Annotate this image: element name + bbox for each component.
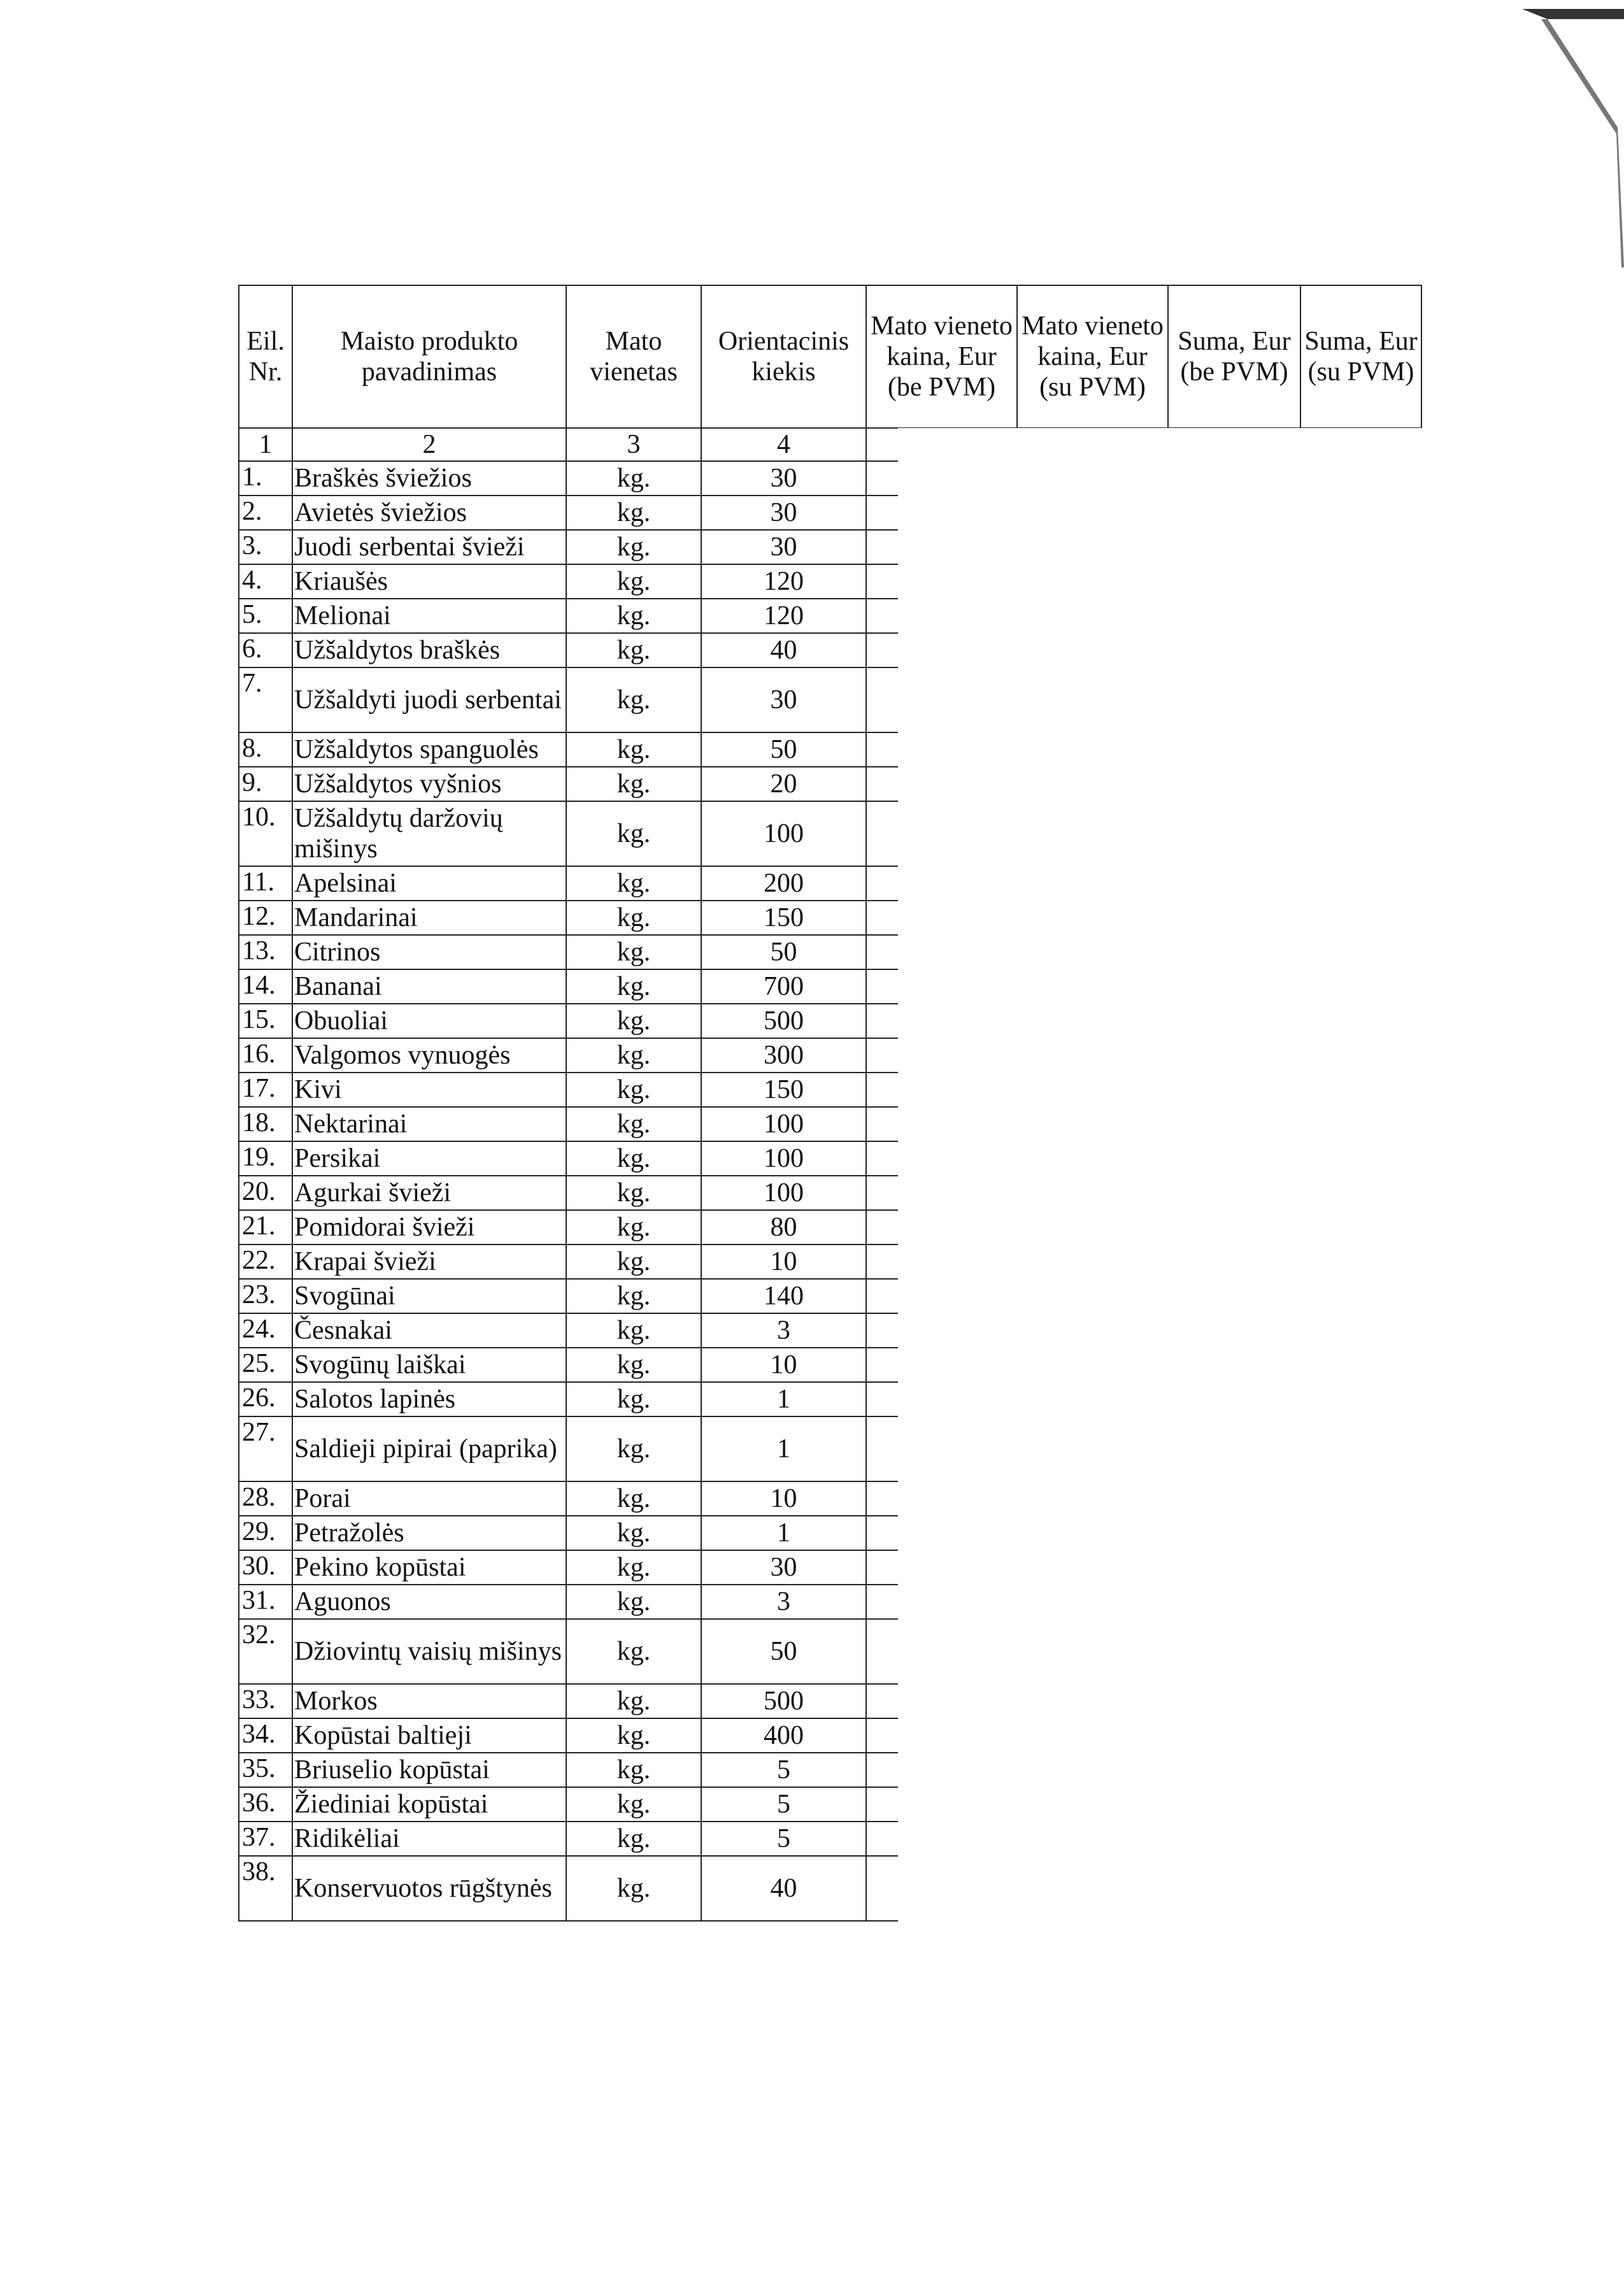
quantity: 40 xyxy=(701,1856,866,1921)
product-name: Avietės šviežios xyxy=(292,496,566,530)
column-number: 3 xyxy=(566,428,701,461)
row-number: 34. xyxy=(239,1718,292,1753)
column-number: 4 xyxy=(701,428,866,461)
row-number: 29. xyxy=(239,1516,292,1550)
header-sum-vat: Suma, Eur (su PVM) xyxy=(1300,285,1421,428)
row-number: 27. xyxy=(239,1416,292,1481)
product-name: Briuselio kopūstai xyxy=(292,1753,566,1787)
quantity: 100 xyxy=(701,801,866,866)
row-number: 2. xyxy=(239,496,292,530)
product-name: Obuoliai xyxy=(292,1004,566,1038)
row-number: 21. xyxy=(239,1210,292,1244)
unit: kg. xyxy=(566,1822,701,1856)
column-number: 1 xyxy=(239,428,292,461)
unit: kg. xyxy=(566,866,701,901)
row-number: 30. xyxy=(239,1550,292,1585)
product-name: Konservuotos rūgštynės xyxy=(292,1856,566,1921)
row-number: 8. xyxy=(239,732,292,767)
row-number: 23. xyxy=(239,1279,292,1313)
row-number: 10. xyxy=(239,801,292,866)
unit: kg. xyxy=(566,1416,701,1481)
unit: kg. xyxy=(566,935,701,969)
quantity: 150 xyxy=(701,1073,866,1107)
unit: kg. xyxy=(566,1244,701,1279)
unit: kg. xyxy=(566,1141,701,1176)
row-number: 37. xyxy=(239,1822,292,1856)
unit: kg. xyxy=(566,1481,701,1516)
quantity: 700 xyxy=(701,969,866,1004)
header-nr: Eil. Nr. xyxy=(239,285,292,428)
product-name: Užšaldytos vyšnios xyxy=(292,767,566,801)
row-number: 38. xyxy=(239,1856,292,1921)
product-name: Svogūnų laiškai xyxy=(292,1348,566,1382)
row-number: 13. xyxy=(239,935,292,969)
row-number: 14. xyxy=(239,969,292,1004)
product-name: Mandarinai xyxy=(292,901,566,935)
unit: kg. xyxy=(566,1004,701,1038)
product-name: Kivi xyxy=(292,1073,566,1107)
quantity: 50 xyxy=(701,732,866,767)
quantity: 500 xyxy=(701,1684,866,1718)
table-header-row xyxy=(239,285,1421,428)
row-number: 25. xyxy=(239,1348,292,1382)
header-unit: Mato vienetas xyxy=(566,285,701,428)
quantity: 150 xyxy=(701,901,866,935)
row-number: 28. xyxy=(239,1481,292,1516)
quantity: 100 xyxy=(701,1107,866,1141)
unit: kg. xyxy=(566,1038,701,1073)
header-name: Maisto produkto pavadinimas xyxy=(292,285,566,428)
row-number: 32. xyxy=(239,1619,292,1684)
row-number: 4. xyxy=(239,564,292,599)
unit: kg. xyxy=(566,667,701,732)
row-number: 35. xyxy=(239,1753,292,1787)
quantity: 140 xyxy=(701,1279,866,1313)
row-number: 1. xyxy=(239,461,292,496)
row-number: 11. xyxy=(239,866,292,901)
unit: kg. xyxy=(566,1856,701,1921)
product-name: Pomidorai švieži xyxy=(292,1210,566,1244)
quantity: 30 xyxy=(701,667,866,732)
quantity: 80 xyxy=(701,1210,866,1244)
product-name: Persikai xyxy=(292,1141,566,1176)
header-price-vat: Mato vieneto kaina, Eur (su PVM) xyxy=(1017,285,1168,428)
quantity: 3 xyxy=(701,1313,866,1348)
header-sum-no-vat: Suma, Eur (be PVM) xyxy=(1168,285,1300,428)
quantity: 5 xyxy=(701,1787,866,1822)
unit: kg. xyxy=(566,461,701,496)
unit: kg. xyxy=(566,901,701,935)
quantity: 1 xyxy=(701,1516,866,1550)
quantity: 1 xyxy=(701,1382,866,1416)
quantity: 3 xyxy=(701,1585,866,1619)
product-name: Braškės šviežios xyxy=(292,461,566,496)
product-name: Citrinos xyxy=(292,935,566,969)
quantity: 5 xyxy=(701,1753,866,1787)
product-name: Kriaušės xyxy=(292,564,566,599)
quantity: 200 xyxy=(701,866,866,901)
quantity: 120 xyxy=(701,599,866,633)
row-number: 33. xyxy=(239,1684,292,1718)
unit: kg. xyxy=(566,732,701,767)
product-name: Valgomos vynuogės xyxy=(292,1038,566,1073)
row-number: 15. xyxy=(239,1004,292,1038)
quantity: 30 xyxy=(701,461,866,496)
unit: kg. xyxy=(566,1753,701,1787)
quantity: 10 xyxy=(701,1481,866,1516)
row-number: 19. xyxy=(239,1141,292,1176)
quantity: 10 xyxy=(701,1244,866,1279)
product-name: Krapai švieži xyxy=(292,1244,566,1279)
header-price-no-vat: Mato vieneto kaina, Eur (be PVM) xyxy=(866,285,1017,428)
product-name: Morkos xyxy=(292,1684,566,1718)
unit: kg. xyxy=(566,1073,701,1107)
row-number: 26. xyxy=(239,1382,292,1416)
product-name: Nektarinai xyxy=(292,1107,566,1141)
quantity: 50 xyxy=(701,935,866,969)
quantity: 500 xyxy=(701,1004,866,1038)
row-number: 12. xyxy=(239,901,292,935)
row-number: 9. xyxy=(239,767,292,801)
quantity: 5 xyxy=(701,1822,866,1856)
unit: kg. xyxy=(566,1619,701,1684)
product-name: Česnakai xyxy=(292,1313,566,1348)
product-name: Juodi serbentai švieži xyxy=(292,530,566,564)
product-name: Saldieji pipirai (paprika) xyxy=(292,1416,566,1481)
unit: kg. xyxy=(566,1279,701,1313)
quantity: 1 xyxy=(701,1416,866,1481)
unit: kg. xyxy=(566,1348,701,1382)
column-number: 2 xyxy=(292,428,566,461)
unit: kg. xyxy=(566,1382,701,1416)
quantity: 30 xyxy=(701,530,866,564)
row-number: 3. xyxy=(239,530,292,564)
quantity: 100 xyxy=(701,1176,866,1210)
row-number: 36. xyxy=(239,1787,292,1822)
unit: kg. xyxy=(566,564,701,599)
product-name: Salotos lapinės xyxy=(292,1382,566,1416)
product-name: Užšaldyti juodi serbentai xyxy=(292,667,566,732)
unit: kg. xyxy=(566,633,701,667)
product-name: Melionai xyxy=(292,599,566,633)
row-number: 7. xyxy=(239,667,292,732)
quantity: 40 xyxy=(701,633,866,667)
unit: kg. xyxy=(566,1516,701,1550)
scan-corner-shadow xyxy=(1522,0,1624,267)
row-number: 31. xyxy=(239,1585,292,1619)
row-number: 24. xyxy=(239,1313,292,1348)
unit: kg. xyxy=(566,599,701,633)
unit: kg. xyxy=(566,1107,701,1141)
product-name: Petražolės xyxy=(292,1516,566,1550)
header-qty: Orientacinis kiekis xyxy=(701,285,866,428)
row-number: 18. xyxy=(239,1107,292,1141)
quantity: 30 xyxy=(701,1550,866,1585)
row-number: 16. xyxy=(239,1038,292,1073)
product-name: Svogūnai xyxy=(292,1279,566,1313)
unit: kg. xyxy=(566,1176,701,1210)
quantity: 10 xyxy=(701,1348,866,1382)
quantity: 300 xyxy=(701,1038,866,1073)
unit: kg. xyxy=(566,1787,701,1822)
unit: kg. xyxy=(566,1550,701,1585)
product-name: Bananai xyxy=(292,969,566,1004)
quantity: 100 xyxy=(701,1141,866,1176)
unit: kg. xyxy=(566,801,701,866)
unit: kg. xyxy=(566,1684,701,1718)
product-name: Ridikėliai xyxy=(292,1822,566,1856)
quantity: 50 xyxy=(701,1619,866,1684)
unit: kg. xyxy=(566,767,701,801)
row-number: 5. xyxy=(239,599,292,633)
quantity: 120 xyxy=(701,564,866,599)
product-name: Žiediniai kopūstai xyxy=(292,1787,566,1822)
unit: kg. xyxy=(566,496,701,530)
quantity: 20 xyxy=(701,767,866,801)
overlapping-paper xyxy=(898,428,1624,2275)
product-name: Užšaldytų daržovių mišinys xyxy=(292,801,566,866)
product-name: Agurkai švieži xyxy=(292,1176,566,1210)
product-name: Aguonos xyxy=(292,1585,566,1619)
row-number: 6. xyxy=(239,633,292,667)
product-name: Kopūstai baltieji xyxy=(292,1718,566,1753)
unit: kg. xyxy=(566,530,701,564)
quantity: 400 xyxy=(701,1718,866,1753)
row-number: 22. xyxy=(239,1244,292,1279)
unit: kg. xyxy=(566,969,701,1004)
unit: kg. xyxy=(566,1210,701,1244)
product-name: Džiovintų vaisių mišinys xyxy=(292,1619,566,1684)
product-name: Apelsinai xyxy=(292,866,566,901)
product-name: Pekino kopūstai xyxy=(292,1550,566,1585)
unit: kg. xyxy=(566,1585,701,1619)
row-number: 20. xyxy=(239,1176,292,1210)
quantity: 30 xyxy=(701,496,866,530)
unit: kg. xyxy=(566,1718,701,1753)
product-name: Užšaldytos spanguolės xyxy=(292,732,566,767)
product-name: Užšaldytos braškės xyxy=(292,633,566,667)
product-name: Porai xyxy=(292,1481,566,1516)
unit: kg. xyxy=(566,1313,701,1348)
row-number: 17. xyxy=(239,1073,292,1107)
